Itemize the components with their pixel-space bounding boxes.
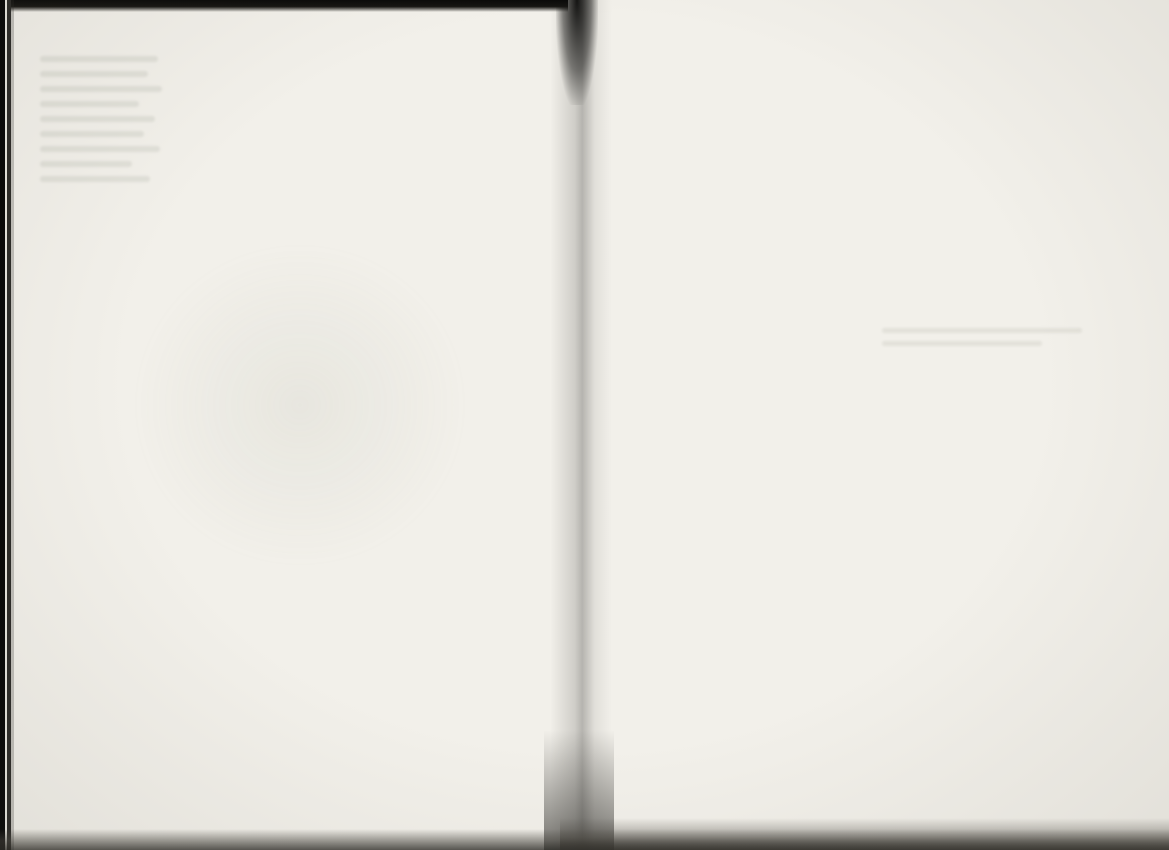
caption-abb6: [60, 584, 530, 586]
scan-left-book-edge: [0, 0, 14, 850]
scan-bottom-right-shade: [560, 818, 1169, 850]
scan-gutter-shadow-top: [556, 0, 598, 105]
figure-abb6: [90, 94, 520, 586]
page-177: [606, 0, 1169, 850]
scan-top-edge: [0, 0, 568, 12]
ink-bleed-ghost-marks: [882, 328, 1112, 354]
page-176: [14, 0, 556, 850]
scan-gutter-shadow: [550, 0, 612, 850]
